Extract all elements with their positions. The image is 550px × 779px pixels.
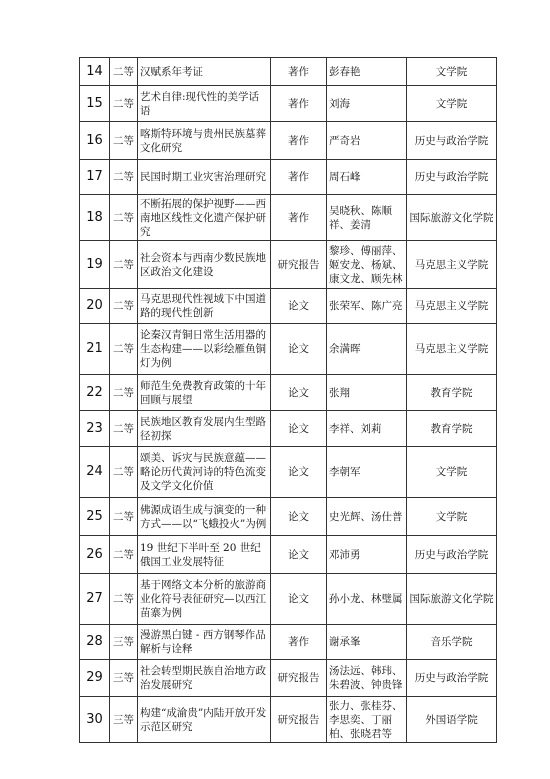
work-title: 不断拓展的保护视野——西南地区线性文化遗产保护研究 xyxy=(138,195,271,241)
award-grade: 二等 xyxy=(110,324,138,375)
table-row xyxy=(80,536,497,574)
work-unit: 历史与政治学院 xyxy=(407,660,497,697)
row-number: 24 xyxy=(80,447,110,498)
work-type: 著作 xyxy=(271,625,327,660)
work-authors: 张荣军、陈广亮 xyxy=(327,289,407,324)
work-type: 研究报告 xyxy=(271,697,327,743)
work-unit: 外国语学院 xyxy=(407,697,497,743)
work-authors: 黎珍、傅丽萍、姬安龙、杨斌、康文龙、顾先林 xyxy=(327,241,407,289)
table-row xyxy=(80,241,497,289)
row-number: 29 xyxy=(80,660,110,697)
award-grade: 二等 xyxy=(110,241,138,289)
work-title: 艺术自律:现代性的美学话语 xyxy=(138,86,271,122)
table-row xyxy=(80,289,497,324)
award-grade: 二等 xyxy=(110,447,138,498)
award-grade: 二等 xyxy=(110,574,138,625)
work-unit: 历史与政治学院 xyxy=(407,160,497,195)
work-authors: 李祥、刘莉 xyxy=(327,411,407,447)
award-grade: 三等 xyxy=(110,697,138,743)
work-type: 研究报告 xyxy=(271,660,327,697)
table-row xyxy=(80,86,497,122)
row-number: 22 xyxy=(80,375,110,411)
row-number: 14 xyxy=(80,58,110,86)
row-number: 16 xyxy=(80,122,110,160)
work-title: 喀斯特环境与贵州民族墓葬文化研究 xyxy=(138,122,271,160)
row-number: 21 xyxy=(80,324,110,375)
work-type: 论文 xyxy=(271,574,327,625)
work-authors: 史光辉、汤仕普 xyxy=(327,498,407,536)
row-number: 15 xyxy=(80,86,110,122)
work-title: 马克思现代性视域下中国道路的现代性创新 xyxy=(138,289,271,324)
table-row xyxy=(80,160,497,195)
work-unit: 文学院 xyxy=(407,447,497,498)
work-title: 颂美、诉灾与民族意蕴——略论历代黄河诗的特色流变及文学文化价值 xyxy=(138,447,271,498)
work-title: 论秦汉青铜日常生活用器的生态构建——以彩绘雁鱼铜灯为例 xyxy=(138,324,271,375)
table-row xyxy=(80,411,497,447)
work-title: 19 世纪下半叶至 20 世纪俄国工业发展特征 xyxy=(138,536,271,574)
award-grade: 二等 xyxy=(110,536,138,574)
award-grade: 二等 xyxy=(110,289,138,324)
work-title: 民族地区教育发展内生型路径初探 xyxy=(138,411,271,447)
work-unit: 文学院 xyxy=(407,498,497,536)
table-row xyxy=(80,324,497,375)
work-title: 民国时期工业灾害治理研究 xyxy=(138,160,271,195)
work-title: 社会资本与西南少数民族地区政治文化建设 xyxy=(138,241,271,289)
work-type: 论文 xyxy=(271,375,327,411)
work-type: 论文 xyxy=(271,536,327,574)
work-title: 社会转型期民族自治地方政治发展研究 xyxy=(138,660,271,697)
table-row xyxy=(80,697,497,743)
row-number: 26 xyxy=(80,536,110,574)
row-number: 20 xyxy=(80,289,110,324)
work-type: 著作 xyxy=(271,122,327,160)
work-unit: 国际旅游文化学院 xyxy=(407,195,497,241)
work-unit: 马克思主义学院 xyxy=(407,289,497,324)
table-row xyxy=(80,660,497,697)
work-unit: 文学院 xyxy=(407,86,497,122)
work-unit: 历史与政治学院 xyxy=(407,536,497,574)
work-type: 研究报告 xyxy=(271,241,327,289)
award-grade: 二等 xyxy=(110,498,138,536)
work-title: 佛源成语生成与演变的一种方式——以“飞蛾投火”为例 xyxy=(138,498,271,536)
work-authors: 邓沛勇 xyxy=(327,536,407,574)
row-number: 28 xyxy=(80,625,110,660)
row-number: 18 xyxy=(80,195,110,241)
work-authors: 张力、张桂芬、李思奕、丁丽柏、张晓君等 xyxy=(327,697,407,743)
table-row xyxy=(80,58,497,86)
work-authors: 严奇岩 xyxy=(327,122,407,160)
work-unit: 马克思主义学院 xyxy=(407,241,497,289)
award-grade: 二等 xyxy=(110,375,138,411)
work-title: 汉赋系年考证 xyxy=(138,58,271,86)
work-unit: 文学院 xyxy=(407,58,497,86)
work-unit: 马克思主义学院 xyxy=(407,324,497,375)
work-unit: 教育学院 xyxy=(407,411,497,447)
work-authors: 余满晖 xyxy=(327,324,407,375)
work-title: 漫游黑白键 - 西方钢琴作品解析与诠释 xyxy=(138,625,271,660)
row-number: 27 xyxy=(80,574,110,625)
work-unit: 历史与政治学院 xyxy=(407,122,497,160)
work-unit: 国际旅游文化学院 xyxy=(407,574,497,625)
work-title: 构建“成渝贵”内陆开放开发示范区研究 xyxy=(138,697,271,743)
table-row xyxy=(80,625,497,660)
work-authors: 周石峰 xyxy=(327,160,407,195)
work-title: 基于网络文本分析的旅游商业化符号表征研究—以西江苗寨为例 xyxy=(138,574,271,625)
work-authors: 汤法远、韩玮、朱碧波、钟贵锋 xyxy=(327,660,407,697)
work-type: 论文 xyxy=(271,324,327,375)
work-type: 论文 xyxy=(271,498,327,536)
work-unit: 音乐学院 xyxy=(407,625,497,660)
table-row xyxy=(80,122,497,160)
work-type: 著作 xyxy=(271,195,327,241)
award-grade: 二等 xyxy=(110,160,138,195)
table-row xyxy=(80,574,497,625)
work-type: 著作 xyxy=(271,86,327,122)
work-authors: 孙小龙、林璧属 xyxy=(327,574,407,625)
award-grade: 二等 xyxy=(110,122,138,160)
row-number: 23 xyxy=(80,411,110,447)
row-number: 25 xyxy=(80,498,110,536)
award-grade: 二等 xyxy=(110,86,138,122)
table-row xyxy=(80,498,497,536)
awards-table-body xyxy=(80,58,497,743)
table-row xyxy=(80,375,497,411)
awards-table xyxy=(79,57,497,743)
work-authors: 张翔 xyxy=(327,375,407,411)
work-type: 著作 xyxy=(271,160,327,195)
row-number: 19 xyxy=(80,241,110,289)
award-grade: 二等 xyxy=(110,195,138,241)
row-number: 30 xyxy=(80,697,110,743)
work-authors: 吴晓秋、陈顺祥、姜清 xyxy=(327,195,407,241)
work-title: 师范生免费教育政策的十年回顾与展望 xyxy=(138,375,271,411)
work-authors: 谢承峯 xyxy=(327,625,407,660)
work-type: 论文 xyxy=(271,289,327,324)
table-row xyxy=(80,447,497,498)
award-grade: 二等 xyxy=(110,58,138,86)
work-authors: 李朝军 xyxy=(327,447,407,498)
work-type: 论文 xyxy=(271,447,327,498)
work-unit: 教育学院 xyxy=(407,375,497,411)
table-row xyxy=(80,195,497,241)
work-type: 著作 xyxy=(271,58,327,86)
work-authors: 刘海 xyxy=(327,86,407,122)
row-number: 17 xyxy=(80,160,110,195)
work-authors: 彭春艳 xyxy=(327,58,407,86)
award-grade: 二等 xyxy=(110,411,138,447)
work-type: 论文 xyxy=(271,411,327,447)
award-grade: 三等 xyxy=(110,625,138,660)
award-grade: 三等 xyxy=(110,660,138,697)
